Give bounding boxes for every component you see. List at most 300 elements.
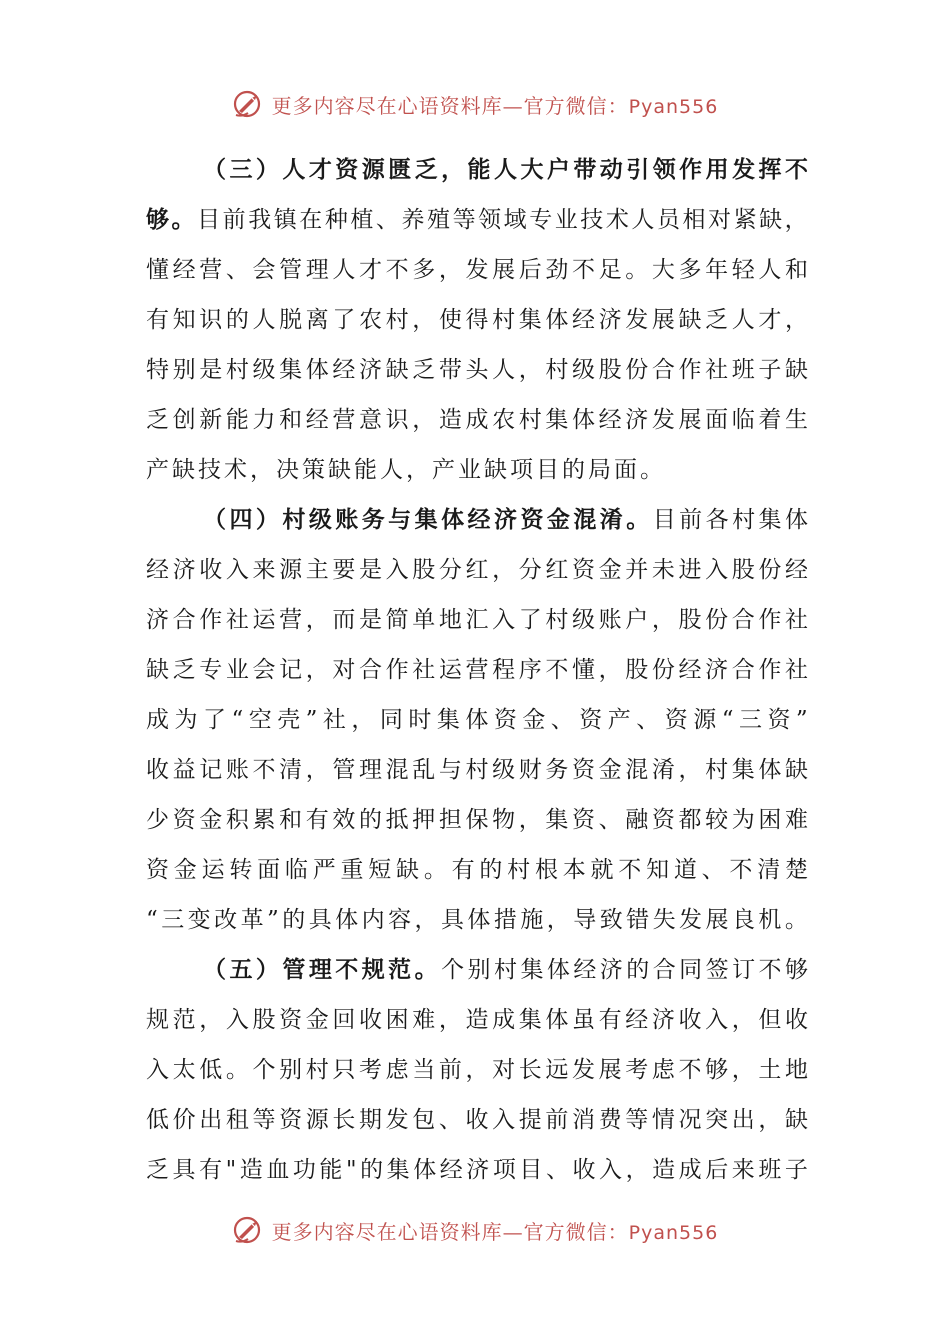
body-char: 长 [332, 1107, 356, 1133]
body-char: 。 [423, 857, 447, 883]
body-char: 范 [172, 1007, 196, 1033]
body-char: 展 [678, 407, 702, 433]
body-char: 混 [625, 757, 649, 783]
body-char: 良 [731, 907, 755, 933]
body-char: ， [731, 1007, 755, 1033]
body-char: 集 [731, 757, 755, 783]
body-char: 资 [279, 1107, 303, 1133]
header-banner-text: 更多内容尽在心语资料库—官方微信：Pyan556 [271, 93, 719, 118]
body-char: 脱 [279, 307, 303, 333]
body-char: 长 [518, 1057, 542, 1083]
body-char: 员 [656, 207, 680, 233]
body-char: 作 [758, 607, 782, 633]
body-char: 造 [438, 407, 462, 433]
body-char: 来 [252, 557, 276, 583]
body-char: 错 [626, 907, 650, 933]
body-char: 益 [172, 757, 196, 783]
body-char: 村 [705, 757, 729, 783]
body-char: 具 [440, 907, 464, 933]
bold-heading-char: 。 [414, 956, 438, 983]
body-char: 展 [651, 307, 675, 333]
paragraph-line [146, 1045, 808, 1095]
body-char: 经 [332, 357, 356, 383]
body-char: 了 [332, 307, 356, 333]
body-char: 前 [545, 1107, 569, 1133]
body-char: ， [546, 907, 570, 933]
body-char: 租 [225, 1107, 249, 1133]
bold-heading-char: 与 [388, 506, 412, 533]
paragraph-line [146, 145, 808, 195]
body-char: 成 [146, 707, 169, 733]
body-char: 但 [758, 1007, 782, 1033]
body-char: 展 [705, 907, 729, 933]
body-char: 级 [572, 357, 595, 383]
body-char: 乏 [412, 357, 436, 383]
body-char: 清 [279, 757, 303, 783]
body-char: 体 [572, 407, 595, 433]
body-char: ， [758, 1107, 782, 1133]
body-char: 人 [631, 207, 655, 233]
body-char: 保 [465, 807, 489, 833]
body-char: 效 [332, 807, 356, 833]
body-char: 各 [705, 507, 729, 533]
body-char: 、 [375, 207, 399, 233]
body-char: 三 [161, 907, 185, 933]
body-char: 而 [332, 607, 356, 633]
bold-heading-char: 匮 [388, 156, 412, 183]
body-char: 使 [438, 307, 462, 333]
body-char: 资 [172, 807, 196, 833]
document-body [146, 145, 808, 1195]
body-char: 对 [332, 657, 356, 683]
body-char: 能 [319, 1157, 343, 1183]
body-char: 懂 [572, 657, 595, 683]
body-char: 业 [225, 657, 249, 683]
body-char: 和 [279, 807, 303, 833]
body-char: 新 [199, 407, 223, 433]
body-char: 运 [438, 657, 462, 683]
body-char: 发 [679, 907, 703, 933]
body-char: 集 [545, 407, 569, 433]
body-char: 不 [385, 257, 409, 283]
body-char: 入 [705, 1007, 729, 1033]
body-char: 集 [758, 507, 782, 533]
body-char: 有 [451, 857, 475, 883]
body-char: 专 [199, 657, 223, 683]
body-char: 才 [758, 307, 782, 333]
body-char: 村 [545, 357, 569, 383]
body-char: 合 [731, 657, 755, 683]
body-char: 集 [520, 957, 544, 983]
body-char: ， [465, 1057, 489, 1083]
body-char: 金 [598, 757, 622, 783]
paragraph-line [146, 545, 808, 595]
body-char: 子 [784, 1157, 808, 1183]
body-char: 集 [518, 1007, 542, 1033]
body-char: 红 [545, 557, 569, 583]
body-char: 股 [625, 657, 649, 683]
body-char: 临 [284, 857, 308, 883]
body-char: 子 [758, 357, 782, 383]
bold-heading-char: ） [255, 956, 279, 983]
body-char: 作 [758, 657, 782, 683]
body-char: 意 [359, 407, 382, 433]
body-char: 。 [225, 1057, 249, 1083]
body-char: 改 [214, 907, 238, 933]
body-char: 经 [439, 1157, 463, 1183]
body-char: 社 [705, 357, 729, 383]
body-char: 收 [678, 1007, 702, 1033]
body-char: 务 [545, 757, 569, 783]
body-char: 发 [651, 407, 675, 433]
body-char: 红 [465, 557, 489, 583]
body-char: 物 [492, 807, 516, 833]
body-char: 出 [731, 1107, 755, 1133]
body-char: “ [231, 707, 244, 733]
body-char: 、 [701, 857, 725, 883]
body-char: 识 [385, 407, 409, 433]
body-char: ” [267, 907, 279, 933]
body-char: 缺 [785, 357, 808, 383]
body-char: ， [598, 657, 622, 683]
body-char: 资 [146, 857, 169, 883]
body-char: 经 [172, 257, 196, 283]
body-char: 简 [385, 607, 409, 633]
body-char: 对 [708, 207, 732, 233]
body-char: 机 [758, 907, 782, 933]
body-char: 有 [598, 1007, 622, 1033]
body-char: 地 [438, 607, 462, 633]
body-char: 术 [605, 207, 629, 233]
body-char: 份 [705, 607, 729, 633]
body-char: 济 [599, 957, 623, 983]
bold-heading-char: 济 [493, 506, 517, 533]
paragraph-line [146, 445, 808, 495]
body-char: 订 [732, 957, 756, 983]
body-char: 社 [225, 607, 249, 633]
body-char: 、 [598, 807, 622, 833]
body-char: 能 [225, 407, 249, 433]
body-char: 费 [598, 1107, 622, 1133]
body-char: 的 [360, 1157, 384, 1183]
body-char: 集 [436, 707, 460, 733]
body-char: 知 [646, 857, 670, 883]
body-char: 根 [534, 857, 558, 883]
body-char: 在 [299, 207, 323, 233]
body-char: 的 [225, 307, 249, 333]
body-char: 入 [225, 1007, 249, 1033]
body-char: 融 [625, 807, 649, 833]
body-char: " [225, 1157, 237, 1183]
bold-heading-char: 三 [229, 156, 253, 183]
body-char: 社 [322, 707, 346, 733]
body-char: 业 [554, 207, 578, 233]
body-char: ， [412, 407, 436, 433]
body-char: 造 [465, 1007, 489, 1033]
header-banner [0, 84, 950, 124]
body-char: 经 [678, 657, 702, 683]
paragraph-line [146, 945, 808, 995]
paragraph-line [146, 845, 808, 895]
body-char: 。 [625, 257, 649, 283]
body-char: 壳 [277, 707, 301, 733]
bold-heading-char: 经 [467, 506, 491, 533]
body-char: 记 [279, 657, 303, 683]
paragraph-line [146, 195, 808, 245]
body-char: ” [305, 707, 318, 733]
body-char: 和 [785, 257, 808, 283]
bold-heading-char: 乏 [414, 156, 438, 183]
body-char: 成 [492, 1007, 516, 1033]
body-char: 不 [545, 657, 569, 683]
body-char: 当 [412, 1057, 436, 1083]
body-char: 发 [385, 1107, 409, 1133]
body-char: 股 [731, 557, 755, 583]
body-char: 同 [379, 707, 403, 733]
body-char: 。 [784, 907, 808, 933]
body-char: 担 [438, 807, 462, 833]
body-char: 内 [361, 907, 385, 933]
body-char: 缺 [785, 1107, 808, 1133]
body-char: 合 [359, 657, 382, 683]
body-char: 革 [240, 907, 264, 933]
bold-heading-char: 大 [520, 156, 544, 183]
body-char: 足 [598, 257, 622, 283]
body-char: 少 [146, 807, 169, 833]
body-char: 发 [625, 307, 649, 333]
body-char: 要 [332, 557, 356, 583]
body-char: 合 [652, 957, 676, 983]
body-char: 别 [279, 1057, 303, 1083]
body-char: ， [492, 557, 516, 583]
body-char: 展 [492, 257, 516, 283]
body-char: 劲 [545, 257, 569, 283]
body-char: ， [438, 257, 462, 283]
body-char: 为 [731, 807, 755, 833]
body-char: ， [438, 1007, 462, 1033]
body-char: 营 [199, 257, 223, 283]
body-char: 单 [412, 607, 436, 633]
body-char: 后 [518, 257, 542, 283]
bold-heading-char: 源 [361, 156, 385, 183]
paragraph-line [146, 745, 808, 795]
bold-heading-char: （ [203, 506, 226, 533]
body-char: 体 [335, 907, 359, 933]
body-char: 入 [599, 1157, 623, 1183]
body-char: 经 [785, 557, 808, 583]
body-char: 体 [784, 507, 808, 533]
body-char: ， [305, 657, 329, 683]
body-char: 发 [572, 1057, 595, 1083]
body-char: 严 [312, 857, 336, 883]
body-char: 地 [785, 1057, 808, 1083]
body-char: 考 [625, 1057, 649, 1083]
bold-heading-char: 人 [282, 156, 306, 183]
body-char: 农 [492, 407, 516, 433]
body-char: 会 [252, 257, 276, 283]
body-char: 济 [651, 1007, 675, 1033]
body-char: 户 [625, 607, 649, 633]
body-char: 体 [546, 957, 570, 983]
body-char: ， [305, 607, 329, 633]
body-char: 资 [579, 707, 603, 733]
body-char: 乏 [146, 407, 169, 433]
body-char: ， [518, 807, 542, 833]
body-char: 镇 [273, 207, 297, 233]
body-char: 农 [359, 307, 382, 333]
body-char: 懂 [146, 257, 169, 283]
paragraph-line [146, 345, 808, 395]
body-char: 作 [199, 607, 223, 633]
body-char: 导 [573, 907, 597, 933]
body-char: 头 [465, 357, 489, 383]
bold-heading-char: 村 [282, 506, 306, 533]
paragraph-line [146, 995, 808, 1045]
body-char: 济 [466, 1157, 490, 1183]
paragraph-line [146, 1095, 808, 1145]
bold-heading-char: 。 [626, 506, 650, 533]
body-char: 收 [785, 1007, 808, 1033]
paragraph-line [146, 495, 808, 545]
paragraph-line [146, 795, 808, 845]
body-char: 运 [252, 607, 276, 633]
pen-nib-logo-icon [232, 1213, 266, 1247]
bold-heading-char: 淆 [599, 506, 623, 533]
body-char: “ [146, 907, 158, 933]
body-char: 难 [412, 1007, 436, 1033]
body-char: 济 [359, 357, 382, 383]
body-char: 虽 [572, 1007, 595, 1033]
body-char: 会 [252, 657, 276, 683]
body-char: 困 [385, 1007, 409, 1033]
body-char: 困 [758, 807, 782, 833]
body-char: 等 [252, 1107, 276, 1133]
body-char: 股 [252, 1007, 276, 1033]
body-char: 转 [229, 857, 253, 883]
body-char: 别 [172, 357, 196, 383]
body-char: 经 [625, 1007, 649, 1033]
body-char: 多 [412, 257, 436, 283]
body-char: ， [414, 907, 438, 933]
body-char: 资 [572, 557, 595, 583]
body-char: 个 [441, 957, 465, 983]
bold-heading-char: 户 [546, 156, 570, 183]
paragraph-line [146, 245, 808, 295]
body-char: 个 [252, 1057, 276, 1083]
body-char: 力 [252, 407, 276, 433]
body-char: 入 [385, 557, 409, 583]
body-char: 签 [705, 957, 729, 983]
body-char: 村 [507, 857, 531, 883]
body-char: 相 [682, 207, 706, 233]
body-char: 面 [257, 857, 281, 883]
body-char: 人 [731, 307, 755, 333]
body-char: 带 [438, 357, 462, 383]
footer-banner-text: 更多内容尽在心语资料库—官方微信：Pyan556 [271, 1219, 719, 1244]
body-char: 得 [465, 307, 489, 333]
bold-heading-char: ） [255, 506, 279, 533]
body-char: 合 [651, 357, 675, 383]
body-char: 缺 [785, 757, 808, 783]
body-char: 累 [252, 807, 276, 833]
body-char: 知 [172, 307, 196, 333]
body-char: 对 [492, 1057, 516, 1083]
body-char: 社 [412, 657, 436, 683]
body-char: 、 [636, 707, 660, 733]
body-char: 村 [305, 1057, 329, 1083]
footer-banner [0, 1210, 950, 1250]
body-char: 缺 [146, 657, 169, 683]
body-char: 出 [199, 1107, 223, 1133]
body-char: 体 [305, 357, 329, 383]
body-char: 是 [199, 357, 223, 383]
bold-heading-char: 挥 [758, 156, 782, 183]
body-char: 楚 [784, 857, 808, 883]
body-char: 太 [172, 1057, 196, 1083]
body-char: 财 [518, 757, 542, 783]
body-char: 社 [785, 607, 808, 633]
body-char: " [345, 1157, 357, 1183]
body-char: 领 [478, 207, 502, 233]
body-char: 识 [199, 307, 223, 333]
body-char: 村 [493, 957, 517, 983]
body-char: 具 [172, 1157, 196, 1183]
body-char: 入 [492, 1107, 516, 1133]
paragraph-line [146, 645, 808, 695]
body-char: 前 [222, 207, 246, 233]
body-char: 作 [385, 657, 409, 683]
bold-heading-char: 集 [414, 506, 438, 533]
body-char: ， [731, 1057, 755, 1083]
body-char: 有 [146, 307, 169, 333]
body-char: 班 [731, 357, 755, 383]
body-char: 措 [493, 907, 517, 933]
body-char: 的 [479, 857, 503, 883]
body-char: 股 [598, 357, 622, 383]
body-char: 并 [625, 557, 649, 583]
body-char: 混 [385, 757, 409, 783]
bold-heading-char: 务 [361, 506, 385, 533]
body-char: 我 [248, 207, 272, 233]
body-char: 了 [518, 607, 542, 633]
body-char: 账 [598, 607, 622, 633]
body-char: 养 [401, 207, 425, 233]
body-char: 分 [518, 557, 542, 583]
body-char: 村 [518, 407, 542, 433]
paragraph-line [146, 295, 808, 345]
body-char: ， [518, 357, 542, 383]
body-char: 和 [279, 407, 303, 433]
body-char: 村 [225, 357, 249, 383]
body-char: 造 [239, 1157, 263, 1183]
bold-heading-char: 规 [361, 956, 385, 983]
body-char: 人 [332, 257, 356, 283]
body-char: 不 [678, 1057, 702, 1083]
bold-heading-char: 能 [467, 156, 491, 183]
body-char: 、 [550, 707, 574, 733]
body-char: 集 [386, 1157, 410, 1183]
body-char: 程 [492, 657, 516, 683]
body-char: 施 [520, 907, 544, 933]
body-char: 目 [652, 507, 676, 533]
body-char: 来 [731, 1157, 755, 1183]
body-char: 集 [518, 307, 542, 333]
bold-heading-char: 理 [308, 956, 332, 983]
body-char: 远 [545, 1057, 569, 1083]
body-char: 不 [572, 257, 595, 283]
body-char: 够 [705, 1057, 729, 1083]
body-char: 后 [705, 1157, 729, 1183]
